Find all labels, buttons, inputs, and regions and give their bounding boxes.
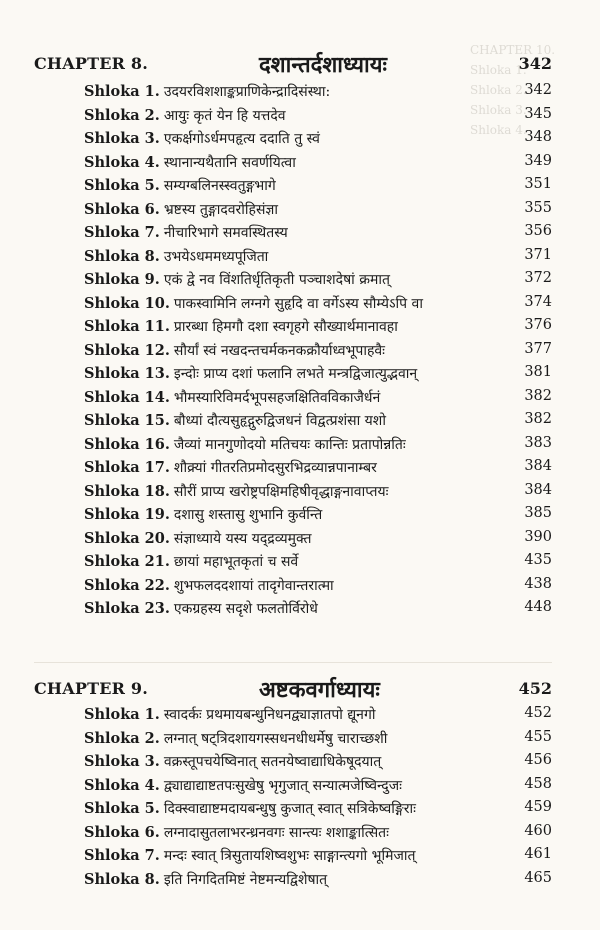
shloka-number: Shloka 19. bbox=[84, 506, 170, 523]
shloka-number: Shloka 23. bbox=[84, 600, 170, 617]
shloka-page: 377 bbox=[524, 340, 552, 357]
shloka-entry bbox=[84, 526, 552, 550]
shloka-verse: शौक्र्यां गीतरतिप्रमोदसुरभिद्रव्यान्नपानाम्बर bbox=[173, 460, 377, 476]
shloka-verse: एकग्रहस्य सदृशे फलतोर्विरोधे bbox=[173, 601, 318, 617]
chapter-page: 452 bbox=[518, 679, 552, 698]
shloka-verse: नीचारिभागे समवस्थितस्य bbox=[163, 225, 288, 241]
shloka-verse: दशासु शस्तासु शुभानि कुर्वन्ति bbox=[173, 507, 323, 523]
shloka-verse: द्व्याद्याद्याष्टतपःसुखेषु भृगुजात् सन्यात्मजेष्विन्दुजः bbox=[163, 777, 402, 794]
shloka-page: 376 bbox=[524, 317, 552, 333]
shloka-number: Shloka 5. bbox=[84, 800, 160, 817]
shloka-entry bbox=[84, 150, 552, 174]
shloka-number: Shloka 1. bbox=[84, 706, 160, 723]
shloka-page: 465 bbox=[524, 869, 552, 886]
shloka-number: Shloka 18. bbox=[84, 482, 170, 500]
shloka-page: 458 bbox=[524, 775, 552, 792]
shloka-verse: सौर्यां स्वं नखदन्तचर्मकनकक्रौर्याध्वभूपाहवैः bbox=[173, 342, 386, 359]
shloka-verse: भ्रष्टस्य तुङ्गादवरोहिसंज्ञा bbox=[163, 201, 279, 218]
shloka-verse: दिक्स्वाद्याष्टमदायबन्धुषु कुजात् स्वात् सत्रिकेष्वङ्गिराः bbox=[163, 801, 416, 817]
shloka-page: 385 bbox=[524, 505, 552, 521]
shloka-number: Shloka 3. bbox=[84, 753, 160, 770]
shloka-page: 351 bbox=[524, 176, 552, 192]
shloka-entry bbox=[84, 361, 552, 385]
shloka-entry bbox=[84, 726, 552, 750]
chapter-label: CHAPTER 9. bbox=[34, 679, 148, 698]
shloka-number: Shloka 4. bbox=[84, 153, 160, 171]
shloka-page: 438 bbox=[524, 575, 552, 592]
shloka-verse: छायां महाभूतकृतां च सर्वे bbox=[173, 554, 299, 570]
shloka-page: 384 bbox=[524, 458, 552, 474]
shloka-verse: वक्रस्तूपचयेष्विनात् सतनयेष्वाद्याधिकेषूदयात् bbox=[163, 754, 382, 770]
shloka-entry bbox=[84, 843, 552, 867]
shloka-number: Shloka 10. bbox=[84, 294, 170, 312]
shloka-verse: उदयरविशशाङ्कप्राणिकेन्द्रादिसंस्था: bbox=[163, 84, 331, 100]
shloka-entry bbox=[84, 267, 552, 291]
shloka-entry bbox=[84, 291, 552, 315]
shloka-number: Shloka 11. bbox=[84, 318, 170, 335]
shloka-number: Shloka 8. bbox=[84, 870, 160, 888]
shloka-entry bbox=[84, 549, 552, 573]
shloka-page: 448 bbox=[524, 599, 552, 615]
shloka-number: Shloka 22. bbox=[84, 576, 170, 594]
shloka-verse: स्थानान्यथैतानि सवर्णयित्वा bbox=[163, 154, 296, 171]
shloka-verse: मन्दः स्वात् त्रिसुतायशिष्वशुभः साङ्गान्त्यगो भूमिजात् bbox=[163, 848, 416, 864]
shloka-entry bbox=[84, 479, 552, 503]
shloka-verse: स्वादर्कः प्रथमायबन्धुनिधनद्व्याज्ञातपो द्यूनगो bbox=[163, 707, 376, 723]
shloka-number: Shloka 9. bbox=[84, 271, 160, 288]
shloka-number: Shloka 17. bbox=[84, 459, 170, 476]
shloka-entry bbox=[84, 749, 552, 773]
shloka-number: Shloka 2. bbox=[84, 106, 160, 124]
shloka-number: Shloka 4. bbox=[84, 776, 160, 794]
shloka-page: 372 bbox=[524, 270, 552, 286]
shloka-number: Shloka 16. bbox=[84, 435, 170, 453]
shloka-entry bbox=[84, 126, 552, 150]
shloka-page: 460 bbox=[524, 822, 552, 839]
shloka-number: Shloka 20. bbox=[84, 529, 170, 547]
shloka-verse: उभयेऽधममध्यपूजिता bbox=[163, 248, 269, 265]
shloka-verse: इन्दोः प्राप्य दशां फलानि लभते मन्त्रद्विजात्युद्भवान् bbox=[173, 366, 418, 382]
shloka-entry bbox=[84, 596, 552, 620]
shloka-verse: सम्यग्बलिनस्स्वतुङ्गभागे bbox=[163, 178, 276, 194]
shloka-entry bbox=[84, 385, 552, 409]
shloka-verse: प्रारब्धा हिमगौ दशा स्वगृहगे सौख्यार्थमानावहा bbox=[173, 319, 398, 335]
shloka-page: 348 bbox=[524, 129, 552, 145]
shloka-verse: एकर्क्षगोऽर्धमपहृत्य ददाति तु स्वं bbox=[163, 131, 320, 147]
shloka-entry bbox=[84, 244, 552, 268]
chapter-9-shloka-list bbox=[84, 702, 552, 890]
shloka-number: Shloka 6. bbox=[84, 823, 160, 841]
shloka-number: Shloka 5. bbox=[84, 177, 160, 194]
shloka-entry bbox=[84, 79, 552, 103]
chapter-title: अष्टकवर्गाध्यायः bbox=[259, 677, 380, 703]
shloka-page: 383 bbox=[524, 434, 552, 451]
shloka-entry bbox=[84, 573, 552, 597]
shloka-number: Shloka 14. bbox=[84, 388, 170, 406]
shloka-entry bbox=[84, 502, 552, 526]
shloka-verse: शुभफलददशायां तादृगेवान्तरात्मा bbox=[173, 577, 334, 594]
bleed-through-text: CHAPTER 10. Shloka 1. Shloka 2. Shloka 3. Shloka 4. bbox=[470, 43, 556, 137]
shloka-number: Shloka 7. bbox=[84, 847, 160, 864]
shloka-number: Shloka 15. bbox=[84, 412, 170, 429]
shloka-entry bbox=[84, 338, 552, 362]
shloka-verse: बौध्यां दौत्यसुहृद्गुरुद्विजधनं विद्वत्प्रशंसा यशो bbox=[173, 413, 386, 429]
shloka-verse: सौरीं प्राप्य खरोष्ट्रपक्षिमहिषीवृद्धाङ्गनावाप्तयः bbox=[173, 483, 389, 500]
shloka-page: 456 bbox=[524, 752, 552, 768]
shloka-verse: जैव्यां मानगुणोदयो मतिचयः कान्तिः प्रतापोन्नतिः bbox=[173, 436, 406, 453]
shloka-page: 371 bbox=[524, 246, 552, 263]
shloka-number: Shloka 3. bbox=[84, 130, 160, 147]
shloka-entry bbox=[84, 173, 552, 197]
shloka-page: 452 bbox=[524, 705, 552, 721]
shloka-page: 384 bbox=[524, 481, 552, 498]
chapter-8-heading bbox=[34, 48, 552, 78]
shloka-page: 342 bbox=[524, 82, 552, 98]
shloka-verse: इति निगदितमिष्टं नेष्टमन्यद्विशेषात् bbox=[163, 871, 328, 888]
shloka-page: 355 bbox=[524, 199, 552, 216]
shloka-number: Shloka 13. bbox=[84, 365, 170, 382]
shloka-page: 461 bbox=[524, 846, 552, 862]
shloka-number: Shloka 2. bbox=[84, 729, 160, 747]
shloka-entry bbox=[84, 408, 552, 432]
shloka-page: 374 bbox=[524, 293, 552, 310]
shloka-verse: पाकस्वामिनि लग्नगे सुहृदि वा वर्गेऽस्य सौम्येऽपि वा bbox=[173, 295, 423, 312]
shloka-page: 455 bbox=[524, 728, 552, 745]
shloka-entry bbox=[84, 773, 552, 797]
shloka-entry bbox=[84, 796, 552, 820]
shloka-entry bbox=[84, 103, 552, 127]
chapter-9-heading bbox=[34, 673, 552, 703]
shloka-number: Shloka 1. bbox=[84, 83, 160, 100]
chapter-page: 342 bbox=[518, 54, 552, 73]
shloka-entry bbox=[84, 432, 552, 456]
shloka-page: 390 bbox=[524, 528, 552, 545]
shloka-entry bbox=[84, 867, 552, 891]
shloka-verse: लग्नादासुतलाभरन्ध्रनवगः सान्त्यः शशाङ्कात्सितः bbox=[163, 824, 389, 841]
shloka-page: 382 bbox=[524, 411, 552, 427]
shloka-number: Shloka 8. bbox=[84, 247, 160, 265]
shloka-verse: संज्ञाध्याये यस्य यद्द्रव्यमुक्त bbox=[173, 530, 312, 547]
shloka-page: 356 bbox=[524, 223, 552, 239]
shloka-number: Shloka 12. bbox=[84, 341, 170, 359]
shloka-entry bbox=[84, 220, 552, 244]
shloka-entry bbox=[84, 820, 552, 844]
shloka-page: 459 bbox=[524, 799, 552, 815]
shloka-entry bbox=[84, 314, 552, 338]
shloka-page: 382 bbox=[524, 387, 552, 404]
shloka-verse: एकं द्वे नव विंशतिर्धृतिकृती पञ्चाशदेषां क्रमात् bbox=[163, 272, 390, 288]
divider bbox=[34, 662, 552, 663]
shloka-entry bbox=[84, 455, 552, 479]
shloka-page: 345 bbox=[524, 105, 552, 122]
chapter-8-shloka-list bbox=[84, 79, 552, 620]
shloka-verse: भौमस्यारिविमर्दभूपसहजक्षितिवविकाजैर्धनं bbox=[173, 389, 381, 406]
shloka-number: Shloka 6. bbox=[84, 200, 160, 218]
shloka-verse: आयुः कृतं येन हि यत्तदेव bbox=[163, 107, 286, 124]
shloka-entry bbox=[84, 197, 552, 221]
chapter-label: CHAPTER 8. bbox=[34, 54, 148, 73]
shloka-page: 381 bbox=[524, 364, 552, 380]
shloka-page: 435 bbox=[524, 552, 552, 568]
shloka-number: Shloka 7. bbox=[84, 224, 160, 241]
shloka-number: Shloka 21. bbox=[84, 553, 170, 570]
chapter-title: दशान्तर्दशाध्यायः bbox=[259, 52, 387, 78]
shloka-page: 349 bbox=[524, 152, 552, 169]
shloka-verse: लग्नात् षट्त्रिदशायगस्सधनधीधर्मेषु चाराच्छशी bbox=[163, 730, 388, 747]
shloka-entry bbox=[84, 702, 552, 726]
